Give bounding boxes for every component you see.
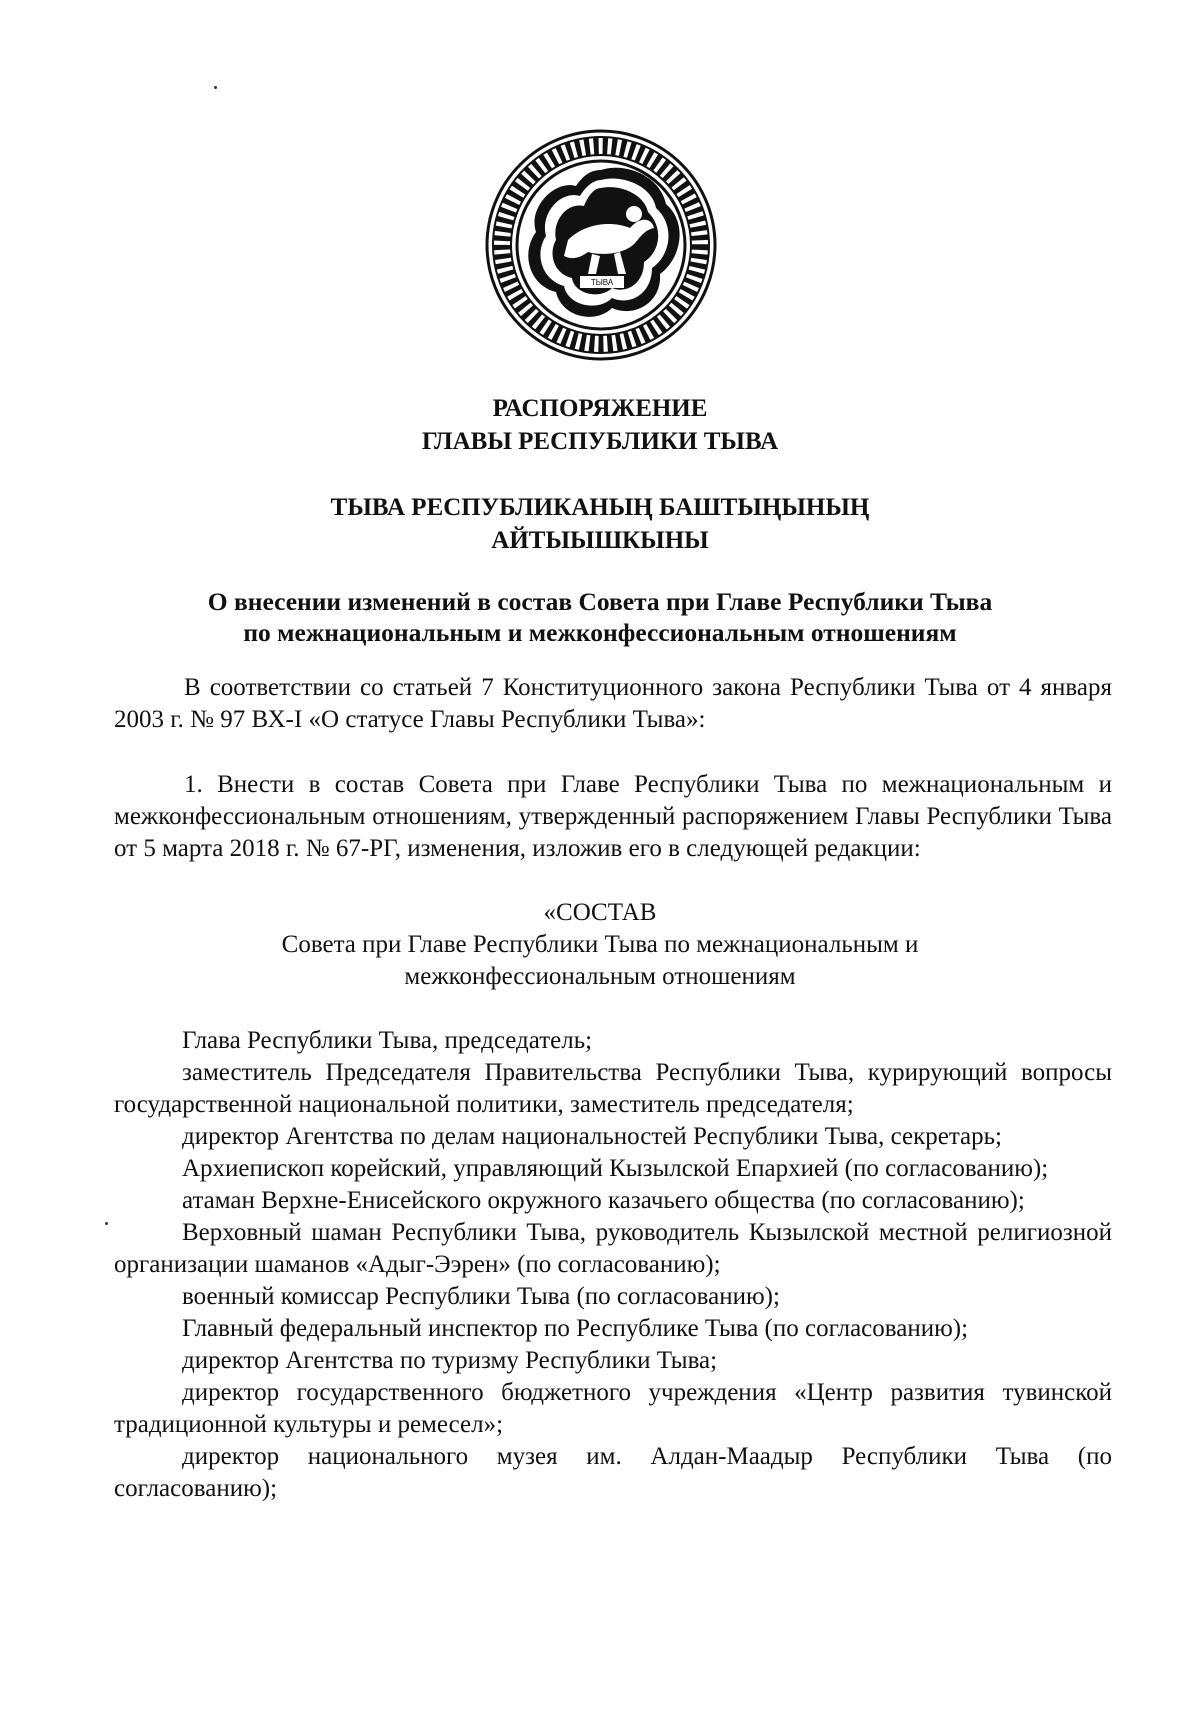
decree-subject — [0, 586, 1200, 648]
coat-of-arms-emblem — [484, 128, 718, 362]
scan-speck — [105, 1222, 108, 1225]
decree-title-line: РАСПОРЯЖЕНИЕ — [492, 395, 708, 422]
composition-heading — [0, 897, 1200, 993]
preamble-paragraph — [114, 672, 1112, 736]
member-entry: директор государственного бюджетного учреждения «Центр развития тувинской традиционной культуры и ремесел»; — [114, 1379, 1112, 1438]
svg-text:ТЫВА: ТЫВА — [590, 278, 614, 287]
subject-line: по межнациональным и межконфессиональным отношениям — [243, 618, 957, 647]
item-1-paragraph — [114, 769, 1112, 865]
member-entry: атаман Верхне-Енисейского окружного казачьего общества (по согласованию); — [182, 1187, 1025, 1214]
member-entry: Архиепископ корейский, управляющий Кызылской Епархией (по согласованию); — [182, 1155, 1049, 1182]
decree-title-tuvan — [0, 491, 1200, 557]
decree-title-tuvan-line1: ТЫВА РЕСПУБЛИКАНЫҢ БАШТЫҢЫНЫҢ — [330, 494, 870, 521]
composition-heading-line: Совета при Главе Республики Тыва по межнациональным и — [281, 931, 919, 958]
scan-speck — [214, 86, 217, 89]
member-entry: Главный федеральный инспектор по Республике Тыва (по согласованию); — [182, 1315, 969, 1342]
preamble-text: В соответствии со статьей 7 Конституционного закона Республики Тыва от 4 января 2003 г. № 97 ВХ-I «О статусе Главы Республики Тыва»: — [114, 674, 1112, 733]
member-entry: военный комиссар Республики Тыва (по согласованию); — [182, 1283, 780, 1310]
composition-heading-line: межконфессиональным отношениям — [404, 963, 796, 990]
item-1-text: 1. Внести в состав Совета при Главе Республики Тыва по межнациональным и межконфессиональным отношениям, утвержденный распоряжением Главы Республики Тыва от 5 марта 2018 г. № 67-РГ, изменения, изложив его в следующей редакции: — [114, 771, 1112, 862]
member-entry: Верховный шаман Республики Тыва, руководитель Кызылской местной религиозной организации шаманов «Адыг-Ээрен» (по согласованию); — [114, 1219, 1112, 1278]
member-entry: директор национального музея им. Алдан-Маадыр Республики Тыва (по согласованию); — [114, 1443, 1112, 1502]
member-entry: директор Агентства по туризму Республики Тыва; — [182, 1347, 718, 1374]
decree-title-russian — [0, 392, 1200, 458]
composition-heading-line: «СОСТАВ — [543, 899, 657, 926]
member-entry: заместитель Председателя Правительства Республики Тыва, курирующий вопросы государственной национальной политики, заместитель председателя; — [114, 1059, 1112, 1118]
member-entry: директор Агентства по делам национальностей Республики Тыва, секретарь; — [182, 1123, 1002, 1150]
council-members-list — [114, 1025, 1112, 1505]
member-entry: Глава Республики Тыва, председатель; — [182, 1027, 593, 1054]
decree-issuer-line: ГЛАВЫ РЕСПУБЛИКИ ТЫВА — [421, 428, 779, 455]
decree-title-tuvan-line2: АЙТЫЫШКЫНЫ — [491, 527, 709, 554]
subject-line: О внесении изменений в состав Совета при Главе Республики Тыва — [207, 587, 993, 616]
